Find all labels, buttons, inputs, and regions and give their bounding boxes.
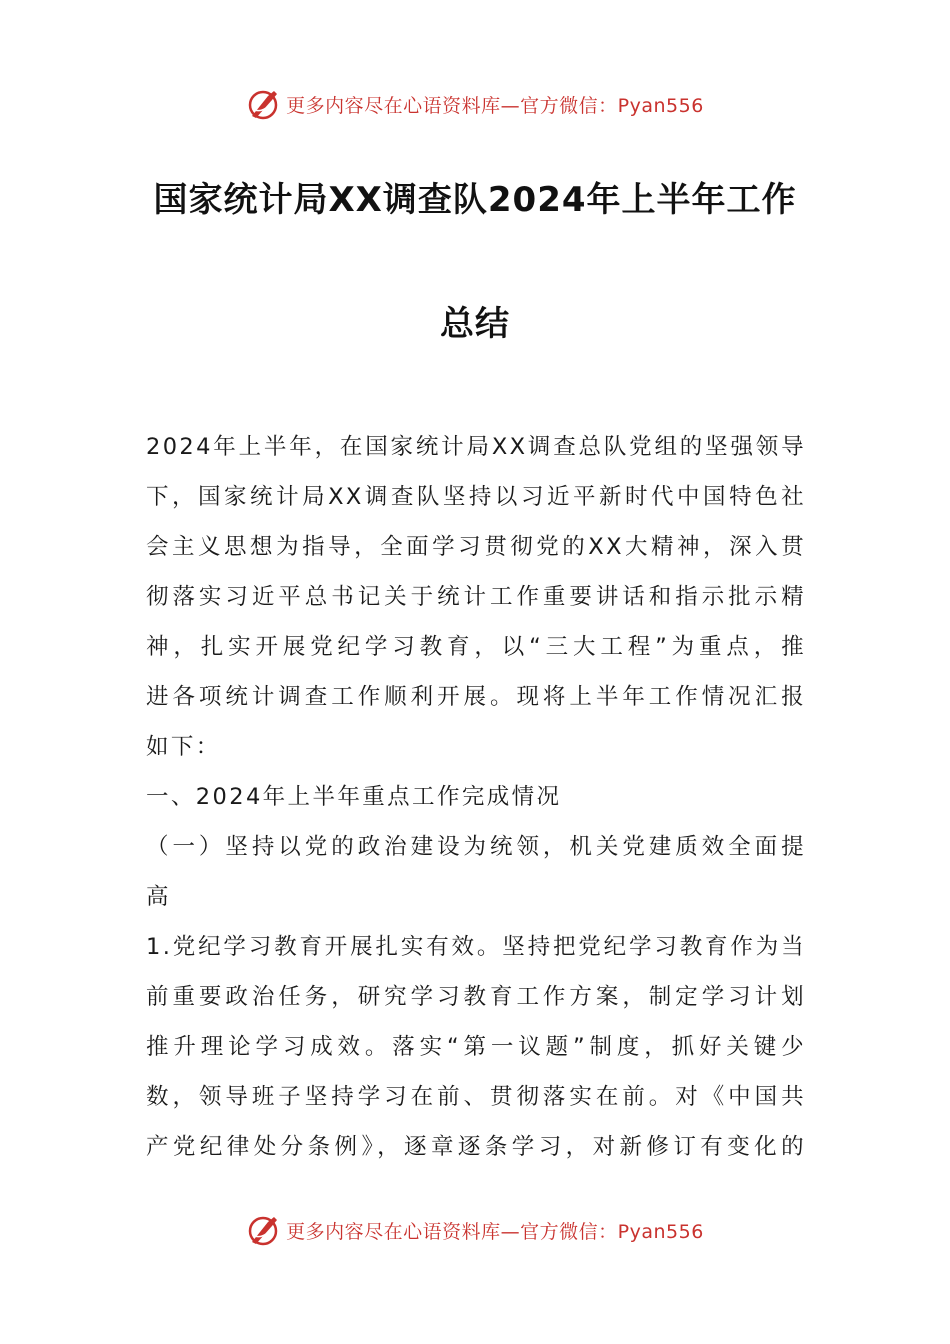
body-line: 产党纪律处分条例》，逐章逐条学习，对新修订有变化的 [146, 1134, 806, 1160]
body-line: 如下： [146, 734, 221, 760]
ink-brush-logo-icon [246, 1212, 282, 1248]
body-line: 进各项统计调查工作顺利开展。现将上半年工作情况汇报 [146, 684, 806, 710]
body-line: 推升理论学习成效。落实“第一议题”制度，抓好关键少 [146, 1034, 806, 1060]
document-body [146, 422, 806, 1172]
watermark-banner-bottom [0, 1210, 950, 1250]
document-title-line2: 总结 [440, 304, 510, 344]
body-line: 1.党纪学习教育开展扎实有效。坚持把党纪学习教育作为当 [146, 934, 806, 960]
body-line: 下，国家统计局XX调查队坚持以习近平新时代中国特色社 [146, 484, 806, 510]
subsection-heading-cont: 高 [146, 884, 171, 910]
body-line: 前重要政治任务，研究学习教育工作方案，制定学习计划 [146, 984, 806, 1010]
body-line: 神，扎实开展党纪学习教育，以“三大工程”为重点，推 [146, 634, 806, 660]
ink-brush-logo-icon [246, 86, 282, 122]
body-line: 数，领导班子坚持学习在前、贯彻落实在前。对《中国共 [146, 1084, 806, 1110]
body-line: 彻落实习近平总书记关于统计工作重要讲话和指示批示精 [146, 584, 806, 610]
section-heading: 一、2024年上半年重点工作完成情况 [146, 784, 562, 810]
subsection-heading: （一）坚持以党的政治建设为统领，机关党建质效全面提 [146, 834, 806, 860]
watermark-banner-top [0, 84, 950, 124]
document-title-line1: 国家统计局XX调查队2024年上半年工作 [153, 180, 797, 220]
body-line: 2024年上半年，在国家统计局XX调查总队党组的坚强领导 [146, 434, 806, 460]
watermark-text: 更多内容尽在心语资料库—官方微信：Pyan556 [286, 94, 704, 117]
watermark-text: 更多内容尽在心语资料库—官方微信：Pyan556 [286, 1220, 704, 1243]
body-line: 会主义思想为指导，全面学习贯彻党的XX大精神，深入贯 [146, 534, 806, 560]
